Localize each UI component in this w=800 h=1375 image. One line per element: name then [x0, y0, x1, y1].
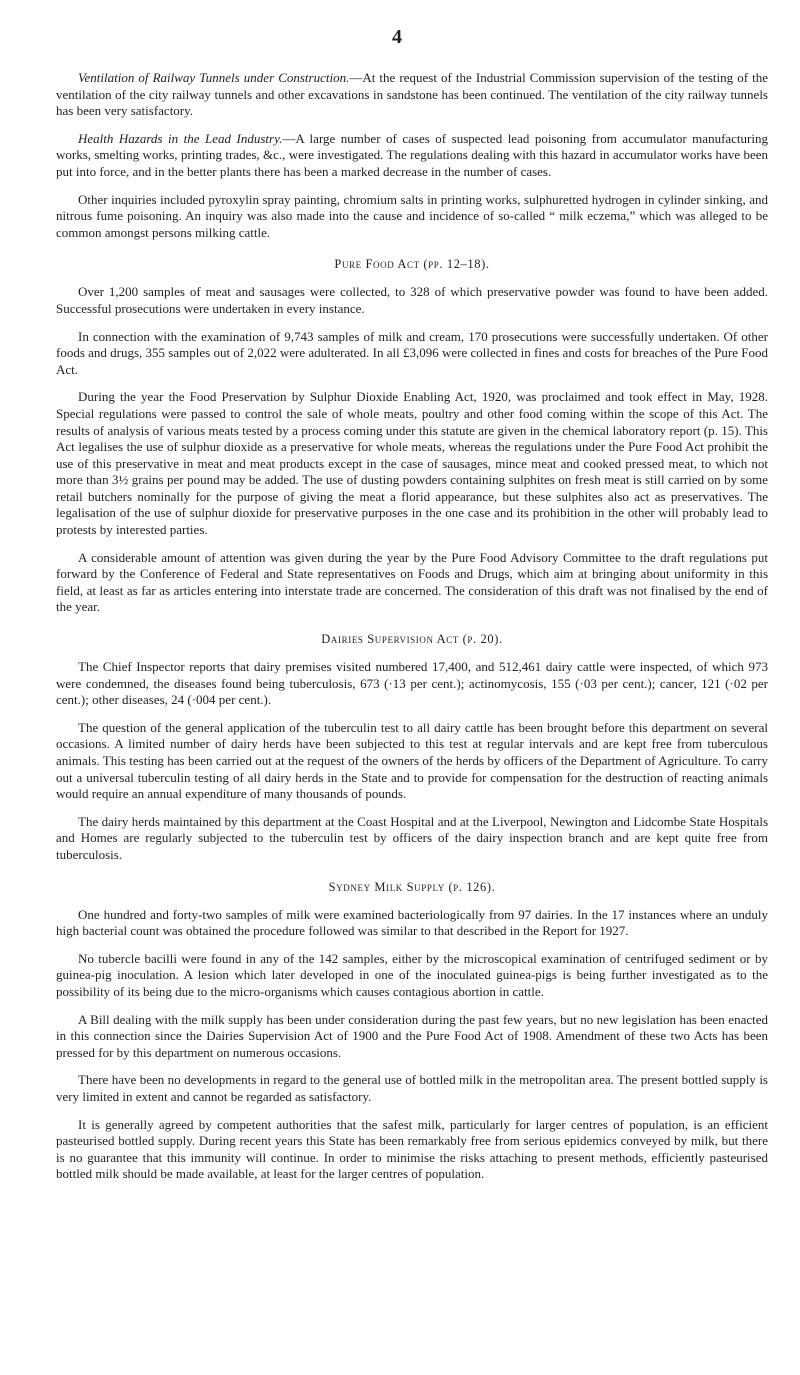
- paragraph-milk-1: One hundred and forty-two samples of milk were examined bacteriologically from 97 dairies. In the 17 instances where an unduly high bacterial count was obtained the procedure followed was similar to that described in the Report for 1927.: [56, 906, 768, 939]
- paragraph-text: Other inquiries included pyroxylin spray painting, chromium salts in printing works, sulphuretted hydrogen in cylinder sinking, and nitrous fume poisoning. An inquiry was also made into the cause and incidence of so-called “ milk eczema,” which was alleged to be common amongst persons milking cattle.: [56, 191, 768, 240]
- paragraph-pure-food-3: During the year the Food Preservation by Sulphur Dioxide Enabling Act, 1920, was proclaimed and took effect in May, 1928. Special regulations were passed to control the sale of whole meats, poultry and other food coming within the scope of this Act. The results of analysis of various meats tested by a process coming under this statute are given in the chemical laboratory report (p. 15). This Act legalises the use of sulphur dioxide as a preservative for whole meats, whereas the regulations under the Pure Food Act prohibit the use of this preservative in meat and meat products except in the case of sausages, mince meat and cooked pressed meat, to which not more than 3½ grains per pound may be added. The use of dusting powders containing sulphites on fresh meat is still carried on by some retail butchers nominally for the purpose of giving the meat a florid appearance, but these sulphites also act as preservatives. The legalisation of the use of sulphur dioxide for preservative purposes in the one case and its prohibition in the other will probably lead to protests by interested parties.: [56, 389, 768, 538]
- section-heading-pure-food: Pure Food Act (pp. 12–18).: [334, 257, 490, 272]
- paragraph-dairies-2: The question of the general application of the tuberculin test to all dairy cattle has been brought before this department on several occasions. A limited number of dairy herds have been subjected to this test at regular intervals and are kept free from tuberculous animals. This testing has been carried out at the request of the owners of the herds by officers of the Department of Agriculture. To carry out a universal tuberculin testing of all dairy herds in the State and to provide for compensation for the destruction of reacting animals would require an annual expenditure of many thousands of pounds.: [56, 719, 768, 802]
- paragraph-ventilation: [56, 70, 768, 120]
- paragraph-dairies-1: The Chief Inspector reports that dairy premises visited numbered 17,400, and 512,461 dairy cattle were inspected, of which 973 were condemned, the diseases found being tuberculosis, 673 (·13 per cent.); actinomycosis, 155 (·03 per cent.); cancer, 121 (·02 per cent.); other diseases, 24 (·004 per cent.).: [56, 659, 768, 708]
- paragraph-milk-5: It is generally agreed by competent authorities that the safest milk, particularly for larger centres of population, is an efficient pasteurised bottled supply. During recent years this State has been remarkably free from serious epidemics conveyed by milk, but there is no guarantee that this immunity will continue. In order to minimise the risks attaching to present methods, efficiently pasteurised bottled milk should be made available, at least for the larger centres of population.: [56, 1116, 768, 1182]
- paragraph-pure-food-1: Over 1,200 samples of meat and sausages were collected, to 328 of which preservative powder was found to have been added. Successful prosecutions were undertaken in every instance.: [56, 284, 768, 316]
- paragraph-dairies-3: The dairy herds maintained by this department at the Coast Hospital and at the Liverpool, Newington and Lidcombe State Hospitals and Homes are regularly subjected to the tuberculin test by officers of the dairy inspection branch and are kept quite free from tuberculosis.: [56, 813, 768, 862]
- run-in-heading-lead-industry: Health Hazards in the Lead Industry.: [78, 130, 283, 146]
- paragraph-lead-industry: [56, 131, 768, 181]
- run-in-heading-ventilation: Ventilation of Railway Tunnels under Construction.: [78, 70, 350, 85]
- paragraph-pure-food-4: A considerable amount of attention was given during the year by the Pure Food Advisory Committee to the draft regulations put forward by the Conference of Federal and State representatives on Foods and Drugs, which aim at bringing about uniformity in this field, at least as far as articles entering into interstate trade are concerned. The consideration of this draft was not finalised by the end of the year.: [56, 549, 768, 615]
- paragraph-text: —At the request of the Industrial Commission supervision of the testing of the ventilation of the city railway tunnels and other excavations in sandstone has been continued. The ventilation of the city railway tunnels has been very satisfactory.: [56, 70, 768, 119]
- paragraph-text: —A large number of cases of suspected lead poisoning from accumulator manufacturing works, smelting works, printing trades, &c., were investigated. The regulations dealing with this hazard in accumulator works have been put into force, and in the better plants there has been a marked decrease in the number of cases.: [56, 130, 768, 179]
- paragraph-milk-4: There have been no developments in regard to the general use of bottled milk in the metropolitan area. The present bottled supply is very limited in extent and cannot be regarded as satisfactory.: [56, 1072, 768, 1104]
- paragraph-pure-food-2: In connection with the examination of 9,743 samples of milk and cream, 170 prosecutions were successfully undertaken. Of other foods and drugs, 355 samples out of 2,022 were adulterated. In all £3,096 were collected in fines and costs for breaches of the Pure Food Act.: [56, 328, 768, 377]
- paragraph-milk-2: No tubercle bacilli were found in any of the 142 samples, either by the microscopical examination of centrifuged sediment or by guinea-pig inoculation. A lesion which later developed in one of the inoculated guinea-pigs is being further investigated as to the possibility of its being due to the micro-organisms which causes contagious abortion in cattle.: [56, 950, 768, 999]
- section-heading-dairies: Dairies Supervision Act (p. 20).: [321, 632, 503, 647]
- paragraph-milk-3: A Bill dealing with the milk supply has been under consideration during the past few years, but no new legislation has been enacted in this connection since the Dairies Supervision Act of 1900 and the Pure Food Act of 1908. Amendment of these two Acts has been pressed for by this department on numerous occasions.: [56, 1011, 768, 1060]
- page-number: 4: [392, 26, 402, 48]
- paragraph-other-inquiries: [56, 192, 768, 242]
- section-heading-milk-supply: Sydney Milk Supply (p. 126).: [328, 879, 496, 894]
